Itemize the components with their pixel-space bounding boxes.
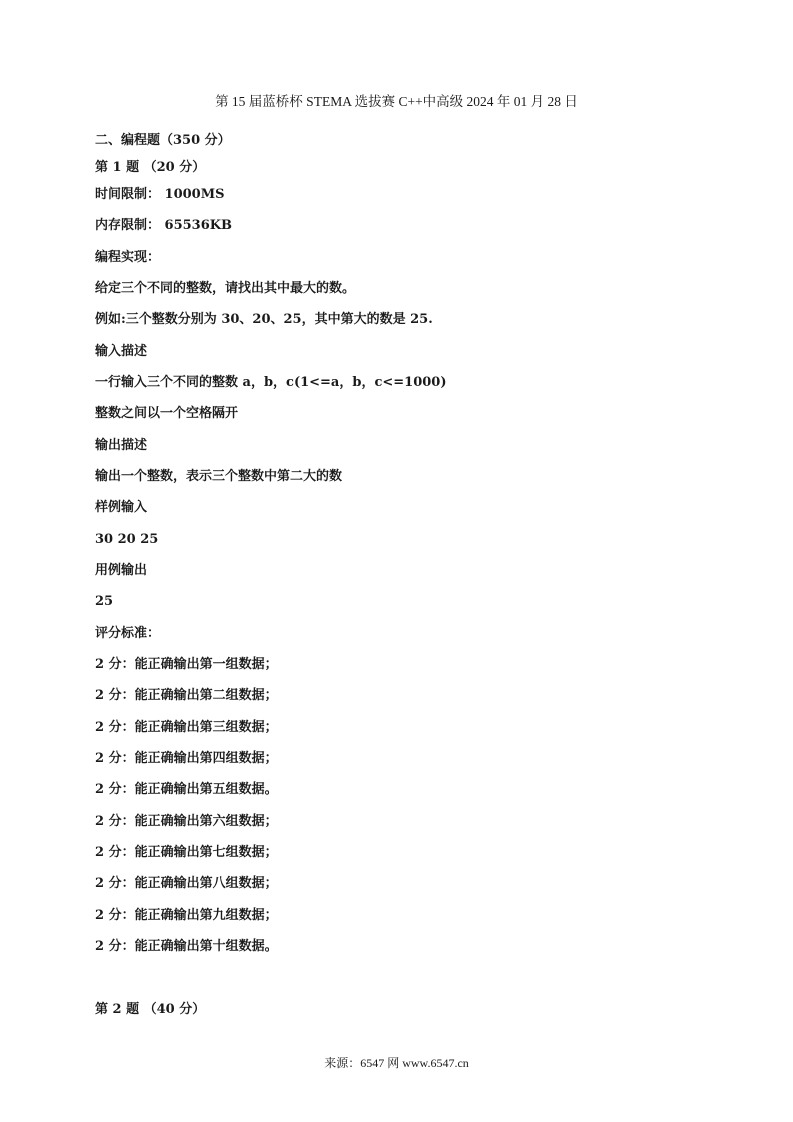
memory-limit: 内存限制： 65536KB — [95, 218, 233, 233]
output-description-line: 输出一个整数，表示三个整数中第二大的数 — [95, 469, 343, 484]
scoring-label: 评分标准： — [95, 626, 161, 641]
page-header: 第 15 届蓝桥杯 STEMA 选拔赛 C++中高级 2024 年 01 月 28 日 — [215, 94, 578, 109]
input-description-line-1: 一行输入三个不同的整数 a，b，c(1<=a，b，c<=1000) — [95, 375, 447, 390]
time-limit: 时间限制： 1000MS — [95, 187, 225, 202]
page-footer: 来源：6547 网 www.6547.cn — [324, 1056, 469, 1070]
problem-statement: 给定三个不同的整数，请找出其中最大的数。 — [95, 281, 356, 296]
problem-1-heading: 第 1 题 （20 分） — [95, 160, 206, 175]
scoring-item: 2 分：能正确输出第十组数据。 — [95, 939, 278, 954]
sample-input-value: 30 20 25 — [95, 532, 159, 547]
problem-2-heading: 第 2 题 （40 分） — [95, 1002, 206, 1017]
scoring-item: 2 分：能正确输出第一组数据； — [95, 657, 278, 672]
scoring-item: 2 分：能正确输出第二组数据； — [95, 688, 278, 703]
section-title: 二、编程题（350 分） — [95, 133, 231, 148]
output-description-label: 输出描述 — [95, 438, 148, 453]
sample-output-label: 用例输出 — [95, 563, 148, 578]
problem-example: 例如:三个整数分别为 30、20、25，其中第大的数是 25. — [95, 312, 433, 327]
implementation-label: 编程实现： — [95, 250, 161, 265]
scoring-item: 2 分：能正确输出第五组数据。 — [95, 782, 278, 797]
input-description-line-2: 整数之间以一个空格隔开 — [95, 406, 239, 421]
scoring-item: 2 分：能正确输出第八组数据； — [95, 876, 278, 891]
sample-output-value: 25 — [95, 594, 114, 609]
scoring-item: 2 分：能正确输出第四组数据； — [95, 751, 278, 766]
sample-input-label: 样例输入 — [95, 500, 148, 515]
scoring-item: 2 分：能正确输出第六组数据； — [95, 814, 278, 829]
scoring-item: 2 分：能正确输出第三组数据； — [95, 720, 278, 735]
input-description-label: 输入描述 — [95, 344, 148, 359]
scoring-item: 2 分：能正确输出第七组数据； — [95, 845, 278, 860]
scoring-item: 2 分：能正确输出第九组数据； — [95, 908, 278, 923]
